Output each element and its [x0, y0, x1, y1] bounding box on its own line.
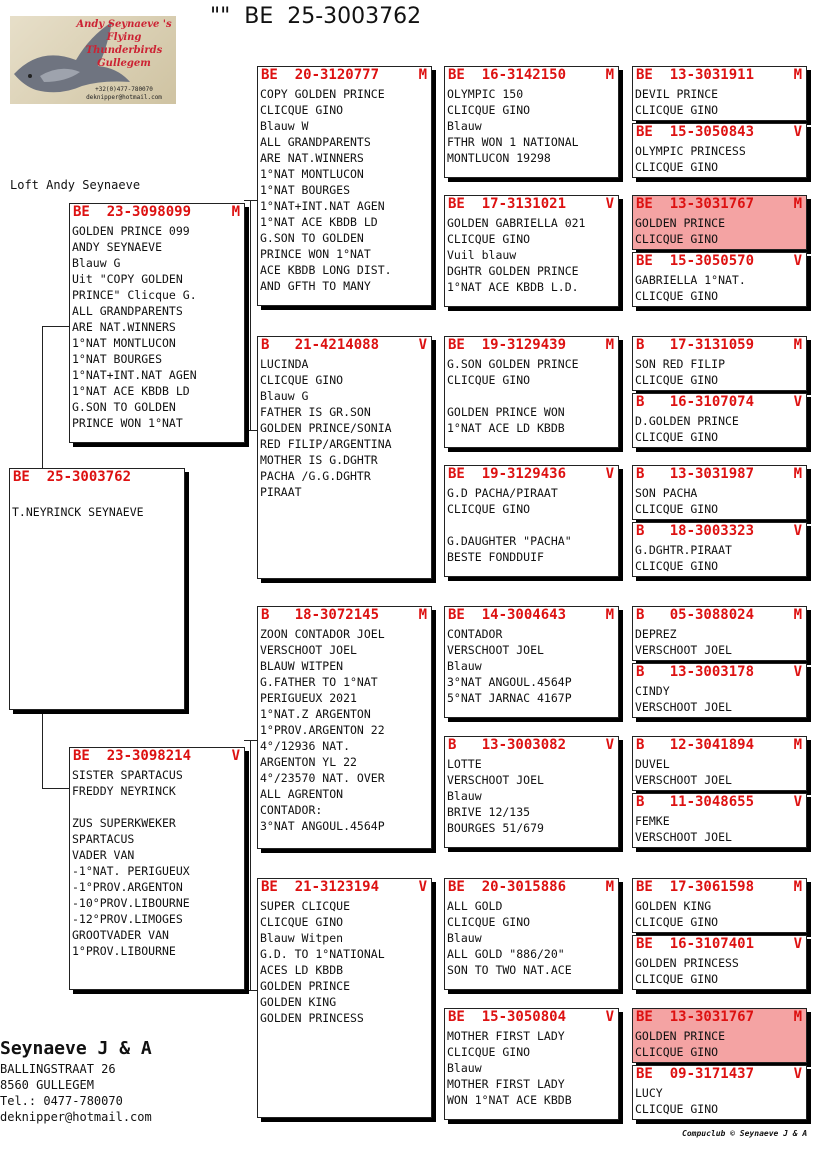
ring-header	[633, 523, 806, 540]
pedigree-line: LOTTE	[447, 757, 482, 771]
great-grandparent-box	[444, 736, 619, 848]
pedigree-line: G.D. TO 1°NATIONAL	[260, 947, 385, 961]
ring-number: B 18-3003323	[636, 523, 755, 539]
pedigree-line: ANDY SEYNAEVE	[72, 240, 163, 254]
logo-line-3: Gullegem	[97, 58, 151, 69]
pedigree-line: -12°PROV.LIMOGES	[72, 912, 183, 926]
pedigree-line: Blauw	[447, 931, 482, 945]
pedigree-line: SON PACHA	[635, 486, 698, 500]
great-grandparent-box	[444, 195, 619, 307]
connector	[244, 990, 258, 991]
ring-header	[445, 337, 618, 354]
sex-marker: V	[605, 1009, 614, 1025]
pedigree-line: VERSCHOOT JOEL	[635, 700, 732, 714]
pedigree-line: PRINCE WON 1°NAT	[72, 416, 183, 430]
pedigree-line: -1°NAT. PERIGUEUX	[72, 864, 190, 878]
pedigree-line: CLICQUE GINO	[260, 915, 344, 929]
sex-marker: M	[418, 607, 427, 623]
ring-header	[445, 607, 618, 624]
pedigree-line: CLICQUE GINO	[447, 232, 531, 246]
pedigree-line: GOLDEN PRINCE WON	[447, 405, 565, 419]
ring-number: BE 16-3142150	[448, 67, 567, 83]
ring-number: BE 09-3171437	[636, 1066, 755, 1082]
sex-marker: V	[418, 879, 427, 895]
footer-credit: Compuclub © Seynaeve J & A	[682, 1129, 808, 1138]
pedigree-line: 1°NAT+INT.NAT AGEN	[72, 368, 197, 382]
sex-marker: M	[605, 67, 614, 83]
connector	[42, 326, 70, 327]
pedigree-line: ALL AGRENTON	[260, 787, 344, 801]
pedigree-line: ARGENTON YL 22	[260, 755, 357, 769]
pedigree-line: MOTHER IS G.DGHTR	[260, 453, 378, 467]
pedigree-line: CLICQUE GINO	[635, 373, 719, 387]
pedigree-line: ACES LD KBDB	[260, 963, 344, 977]
great-great-grandparent-box	[632, 336, 807, 391]
pedigree-line: G.SON TO GOLDEN	[72, 400, 176, 414]
pedigree-line: CONTADOR	[447, 627, 503, 641]
pedigree-line: GOLDEN KING	[635, 899, 712, 913]
pedigree-line: 1°PROV.LIBOURNE	[72, 944, 176, 958]
sex-marker: V	[418, 337, 427, 353]
ring-header	[258, 67, 431, 84]
pedigree-line: CLICQUE GINO	[635, 289, 719, 303]
ring-header	[633, 1009, 806, 1026]
ring-header	[633, 196, 806, 213]
pedigree-line: -1°PROV.ARGENTON	[72, 880, 183, 894]
pedigree-line: VERSCHOOT JOEL	[260, 643, 357, 657]
pedigree-line: Vuil blauw	[447, 248, 517, 262]
pedigree-line: D.GOLDEN PRINCE	[635, 414, 739, 428]
pedigree-line: CLICQUE GINO	[635, 1045, 719, 1059]
ring-number: B 21-4214088	[261, 337, 380, 353]
sex-marker: V	[605, 196, 614, 212]
pedigree-line: SPARTACUS	[72, 832, 135, 846]
ring-number: B 05-3088024	[636, 607, 755, 623]
sex-marker: V	[793, 523, 802, 539]
ring-header	[633, 124, 806, 141]
great-great-grandparent-box	[632, 252, 807, 307]
sire-box	[69, 203, 245, 443]
owner-address: BALLINGSTRAAT 26	[0, 1062, 116, 1076]
grandparent-box	[257, 336, 432, 579]
ring-header	[445, 67, 618, 84]
sex-marker: M	[793, 737, 802, 753]
sex-marker: M	[793, 607, 802, 623]
great-great-grandparent-box	[632, 393, 807, 448]
pedigree-line: 1°NAT MONTLUCON	[72, 336, 176, 350]
great-great-grandparent-box	[632, 66, 807, 121]
grandparent-box	[257, 66, 432, 306]
pedigree-line: CLICQUE GINO	[635, 559, 719, 573]
sex-marker: V	[793, 936, 802, 952]
ring-number: BE 17-3061598	[636, 879, 755, 895]
pedigree-line: ZOON CONTADOR JOEL	[260, 627, 385, 641]
pedigree-line: 1°NAT BOURGES	[260, 183, 351, 197]
pedigree-line: GOLDEN KING	[260, 995, 337, 1009]
grandparent-box	[257, 878, 432, 1118]
pedigree-line: ZUS SUPERKWEKER	[72, 816, 176, 830]
pedigree-line: G.SON GOLDEN PRINCE	[447, 357, 579, 371]
pedigree-line: DGHTR GOLDEN PRINCE	[447, 264, 579, 278]
pedigree-line: Uit "COPY GOLDEN	[72, 272, 183, 286]
great-great-grandparent-box	[632, 195, 807, 250]
owner-block	[0, 1038, 152, 1125]
sex-marker: M	[605, 337, 614, 353]
sex-marker: M	[605, 879, 614, 895]
pedigree-line: ARE NAT.WINNERS	[72, 320, 176, 334]
owner-phone: Tel.: 0477-780070	[0, 1094, 123, 1108]
ring-number: BE 23-3098099	[73, 204, 192, 220]
sex-marker: M	[793, 196, 802, 212]
pedigree-line: VERSCHOOT JOEL	[447, 643, 544, 657]
sex-marker: M	[793, 1009, 802, 1025]
pedigree-line: GOLDEN PRINCESS	[635, 956, 739, 970]
pedigree-line: 4°/23570 NAT. OVER	[260, 771, 385, 785]
ring-header	[445, 1009, 618, 1026]
ring-header	[633, 394, 806, 411]
pedigree-line: CLICQUE GINO	[447, 1045, 531, 1059]
sex-marker: M	[793, 466, 802, 482]
ring-header	[633, 253, 806, 270]
ring-number: BE 15-3050843	[636, 124, 755, 140]
pedigree-line: CLICQUE GINO	[635, 1102, 719, 1116]
sex-marker: M	[605, 607, 614, 623]
ring-header	[445, 466, 618, 483]
pedigree-line: 1°NAT ACE LD KBDB	[447, 421, 565, 435]
ring-number: BE 13-3031911	[636, 67, 755, 83]
great-great-grandparent-box	[632, 522, 807, 577]
pedigree-line: 3°NAT ANGOUL.4564P	[260, 819, 385, 833]
great-grandparent-box	[444, 1008, 619, 1120]
ring-number: B 13-3003082	[448, 737, 567, 753]
ring-number: B 11-3048655	[636, 794, 755, 810]
pedigree-line: CLICQUE GINO	[635, 502, 719, 516]
owner-email: deknipper@hotmail.com	[0, 1110, 152, 1124]
ring-number: BE 20-3015886	[448, 879, 567, 895]
pedigree-line: PIRAAT	[260, 485, 302, 499]
owner-city: 8560 GULLEGEM	[0, 1078, 94, 1092]
pedigree-line: VERSCHOOT JOEL	[447, 773, 544, 787]
pedigree-line: ALL GOLD "886/20"	[447, 947, 565, 961]
logo-phone: +32(0)477-780070	[95, 86, 153, 93]
pedigree-line: CLICQUE GINO	[447, 915, 531, 929]
grandparent-box	[257, 606, 432, 849]
pedigree-line: Blauw	[447, 789, 482, 803]
pedigree-line: CLICQUE GINO	[635, 160, 719, 174]
ring-header	[258, 879, 431, 896]
pedigree-line: 1°NAT+INT.NAT AGEN	[260, 199, 385, 213]
pedigree-line: VERSCHOOT JOEL	[635, 643, 732, 657]
pedigree-line: DUVEL	[635, 757, 670, 771]
loft-label: Loft Andy Seynaeve	[10, 178, 141, 192]
sex-marker: M	[793, 879, 802, 895]
ring-number: BE 14-3004643	[448, 607, 567, 623]
pedigree-line: CLICQUE GINO	[635, 232, 719, 246]
ring-number: BE 19-3129436	[448, 466, 567, 482]
sex-marker: V	[231, 748, 240, 764]
great-grandparent-box	[444, 66, 619, 178]
pedigree-line: MONTLUCON 19298	[447, 151, 551, 165]
ring-header	[10, 469, 184, 486]
ring-header	[70, 204, 244, 221]
pedigree-line: ALL GOLD	[447, 899, 503, 913]
pedigree-line	[12, 488, 182, 504]
pedigree-line: DEVIL PRINCE	[635, 87, 719, 101]
ring-header	[445, 196, 618, 213]
pedigree-line: FATHER IS GR.SON	[260, 405, 371, 419]
pedigree-line: GOLDEN GABRIELLA 021	[447, 216, 586, 230]
pedigree-line: CLICQUE GINO	[635, 915, 719, 929]
pedigree-line: GROOTVADER VAN	[72, 928, 169, 942]
pedigree-line: T.NEYRINCK SEYNAEVE	[12, 505, 144, 519]
pedigree-title: "" BE 25-3003762	[210, 4, 422, 29]
pedigree-line: 5°NAT JARNAC 4167P	[447, 691, 572, 705]
sex-marker: V	[793, 664, 802, 680]
pedigree-line: BRIVE 12/135	[447, 805, 531, 819]
pedigree-line: SON TO TWO NAT.ACE	[447, 963, 572, 977]
ring-number: B 12-3041894	[636, 737, 755, 753]
pedigree-line: GOLDEN PRINCE	[260, 979, 351, 993]
ring-header	[70, 748, 244, 765]
pedigree-line: CLICQUE GINO	[635, 430, 719, 444]
pedigree-line: CLICQUE GINO	[260, 103, 344, 117]
pedigree-line: LUCY	[635, 1086, 663, 1100]
pedigree-line: GOLDEN PRINCE	[635, 216, 726, 230]
pedigree-line: 1°NAT.Z ARGENTON	[260, 707, 371, 721]
ring-number: BE 13-3031767	[636, 196, 755, 212]
ring-header	[633, 337, 806, 354]
pedigree-line: ALL GRANDPARENTS	[260, 135, 371, 149]
pedigree-line: MOTHER FIRST LADY	[447, 1077, 565, 1091]
sex-marker: M	[231, 204, 240, 220]
pedigree-line: AND GFTH TO MANY	[260, 279, 371, 293]
owner-name: Seynaeve J & A	[0, 1038, 152, 1059]
connector	[244, 430, 258, 431]
great-great-grandparent-box	[632, 1065, 807, 1120]
pedigree-line: SISTER SPARTACUS	[72, 768, 183, 782]
subject-box	[9, 468, 185, 710]
pedigree-line: VERSCHOOT JOEL	[635, 830, 732, 844]
ring-header	[445, 737, 618, 754]
ring-header	[633, 879, 806, 896]
pedigree-line: CLICQUE GINO	[635, 103, 719, 117]
pedigree-line: Blauw	[447, 1061, 482, 1075]
pedigree-line: ACE KBDB LONG DIST.	[260, 263, 392, 277]
pedigree-line: COPY GOLDEN PRINCE	[260, 87, 385, 101]
pedigree-line: OLYMPIC PRINCESS	[635, 144, 746, 158]
pedigree-line: G.DGHTR.PIRAAT	[635, 543, 732, 557]
pedigree-line: CINDY	[635, 684, 670, 698]
ring-header	[445, 879, 618, 896]
pedigree-line: GOLDEN PRINCESS	[260, 1011, 364, 1025]
pedigree-line: PRINCE WON 1°NAT	[260, 247, 371, 261]
pedigree-line: FEMKE	[635, 814, 670, 828]
sex-marker: V	[605, 737, 614, 753]
ring-number: B 16-3107074	[636, 394, 755, 410]
sex-marker: V	[793, 124, 802, 140]
pedigree-line: PRINCE" Clicque G.	[72, 288, 197, 302]
connector	[250, 740, 251, 990]
ring-header	[258, 607, 431, 624]
pedigree-line: G.D PACHA/PIRAAT	[447, 486, 558, 500]
pedigree-line: ALL GRANDPARENTS	[72, 304, 183, 318]
great-great-grandparent-box	[632, 123, 807, 178]
ring-header	[633, 607, 806, 624]
pedigree-line: BOURGES 51/679	[447, 821, 544, 835]
pedigree-line: FTHR WON 1 NATIONAL	[447, 135, 579, 149]
pedigree-line: BESTE FONDDUIF	[447, 550, 544, 564]
connector	[250, 200, 251, 430]
connector	[42, 788, 70, 789]
pedigree-line: GOLDEN PRINCE	[635, 1029, 726, 1043]
logo-line-1: Andy Seynaeve 's	[76, 19, 172, 30]
great-great-grandparent-box	[632, 736, 807, 791]
great-great-grandparent-box	[632, 1008, 807, 1063]
logo-line-2: Flying Thunderbirds	[85, 32, 163, 56]
ring-number: B 18-3072145	[261, 607, 380, 623]
pedigree-line: MOTHER FIRST LADY	[447, 1029, 565, 1043]
pedigree-line: LUCINDA	[260, 357, 309, 371]
pedigree-line: FREDDY NEYRINCK	[72, 784, 176, 798]
ring-number: BE 17-3131021	[448, 196, 567, 212]
ring-number: BE 13-3031767	[636, 1009, 755, 1025]
pedigree-line: RED FILIP/ARGENTINA	[260, 437, 392, 451]
sex-marker: V	[793, 794, 802, 810]
pedigree-line: CLICQUE GINO	[635, 972, 719, 986]
pedigree-line: CLICQUE GINO	[447, 103, 531, 117]
sex-marker: M	[418, 67, 427, 83]
pedigree-line: -10°PROV.LIBOURNE	[72, 896, 190, 910]
sex-marker: V	[793, 253, 802, 269]
pedigree-line	[72, 799, 242, 815]
connector	[42, 326, 43, 468]
great-grandparent-box	[444, 465, 619, 577]
pedigree-line: PERIGUEUX 2021	[260, 691, 357, 705]
pedigree-line: Blauw	[447, 659, 482, 673]
great-great-grandparent-box	[632, 663, 807, 718]
ring-number: B 13-3003178	[636, 664, 755, 680]
great-great-grandparent-box	[632, 793, 807, 848]
ring-number: BE 23-3098214	[73, 748, 192, 764]
great-great-grandparent-box	[632, 606, 807, 661]
pedigree-line: PACHA /G.G.DGHTR	[260, 469, 371, 483]
pedigree-line: 4°/12936 NAT.	[260, 739, 351, 753]
pedigree-line: 1°NAT BOURGES	[72, 352, 163, 366]
pedigree-line: Blauw G	[260, 389, 309, 403]
pedigree-line: Blauw W	[260, 119, 309, 133]
ring-header	[258, 337, 431, 354]
ring-number: BE 21-3123194	[261, 879, 380, 895]
pedigree-line	[447, 388, 616, 404]
logo-email: deknipper@hotmail.com	[86, 94, 162, 101]
pedigree-line: 1°NAT ACE KBDB LD	[72, 384, 190, 398]
pedigree-line: DEPREZ	[635, 627, 677, 641]
sex-marker: M	[793, 337, 802, 353]
pedigree-line: G.SON TO GOLDEN	[260, 231, 364, 245]
pedigree-line: CLICQUE GINO	[447, 502, 531, 516]
great-great-grandparent-box	[632, 935, 807, 990]
sex-marker: V	[793, 1066, 802, 1082]
pedigree-line: Blauw Witpen	[260, 931, 344, 945]
great-great-grandparent-box	[632, 465, 807, 520]
pedigree-line: GABRIELLA 1°NAT.	[635, 273, 746, 287]
pedigree-line: SUPER CLICQUE	[260, 899, 351, 913]
pedigree-line: 1°PROV.ARGENTON 22	[260, 723, 385, 737]
pedigree-line: BLAUW WITPEN	[260, 659, 344, 673]
pedigree-line: G.FATHER TO 1°NAT	[260, 675, 378, 689]
connector	[244, 740, 258, 741]
loft-logo	[10, 16, 176, 104]
ring-number: BE 15-3050570	[636, 253, 755, 269]
ring-header	[633, 67, 806, 84]
ring-number: B 17-3131059	[636, 337, 755, 353]
pedigree-line: 3°NAT ANGOUL.4564P	[447, 675, 572, 689]
pedigree-line: 1°NAT MONTLUCON	[260, 167, 364, 181]
ring-header	[633, 936, 806, 953]
ring-number: BE 20-3120777	[261, 67, 380, 83]
ring-header	[633, 1066, 806, 1083]
sex-marker: V	[793, 394, 802, 410]
pedigree-line: OLYMPIC 150	[447, 87, 524, 101]
pedigree-line: ARE NAT.WINNERS	[260, 151, 364, 165]
ring-number: BE 15-3050804	[448, 1009, 567, 1025]
pedigree-line: GOLDEN PRINCE 099	[72, 224, 190, 238]
ring-number: B 13-3031987	[636, 466, 755, 482]
pedigree-line: GOLDEN PRINCE/SONIA	[260, 421, 392, 435]
pedigree-line: VERSCHOOT JOEL	[635, 773, 732, 787]
pedigree-line: VADER VAN	[72, 848, 135, 862]
ring-number: BE 19-3129439	[448, 337, 567, 353]
pedigree-line: Blauw	[447, 119, 482, 133]
pedigree-line: Blauw G	[72, 256, 121, 270]
pedigree-line: SON RED FILIP	[635, 357, 726, 371]
pedigree-line: CONTADOR:	[260, 803, 323, 817]
pedigree-line: CLICQUE GINO	[260, 373, 344, 387]
great-grandparent-box	[444, 878, 619, 990]
great-great-grandparent-box	[632, 878, 807, 933]
sex-marker: M	[793, 67, 802, 83]
sex-marker: V	[605, 466, 614, 482]
pedigree-line: 1°NAT ACE KBDB LD	[260, 215, 378, 229]
ring-header	[633, 794, 806, 811]
pedigree-line	[447, 517, 616, 533]
great-grandparent-box	[444, 336, 619, 448]
pedigree-line: WON 1°NAT ACE KBDB	[447, 1093, 572, 1107]
pedigree-line: 1°NAT ACE KBDB L.D.	[447, 280, 579, 294]
connector	[42, 710, 43, 788]
ring-header	[633, 466, 806, 483]
ring-number: BE 25-3003762	[13, 469, 132, 485]
pedigree-line: G.DAUGHTER "PACHA"	[447, 534, 572, 548]
dam-box	[69, 747, 245, 990]
pedigree-line: CLICQUE GINO	[447, 373, 531, 387]
connector	[244, 200, 258, 201]
ring-number: BE 16-3107401	[636, 936, 755, 952]
ring-header	[633, 664, 806, 681]
great-grandparent-box	[444, 606, 619, 718]
ring-header	[633, 737, 806, 754]
